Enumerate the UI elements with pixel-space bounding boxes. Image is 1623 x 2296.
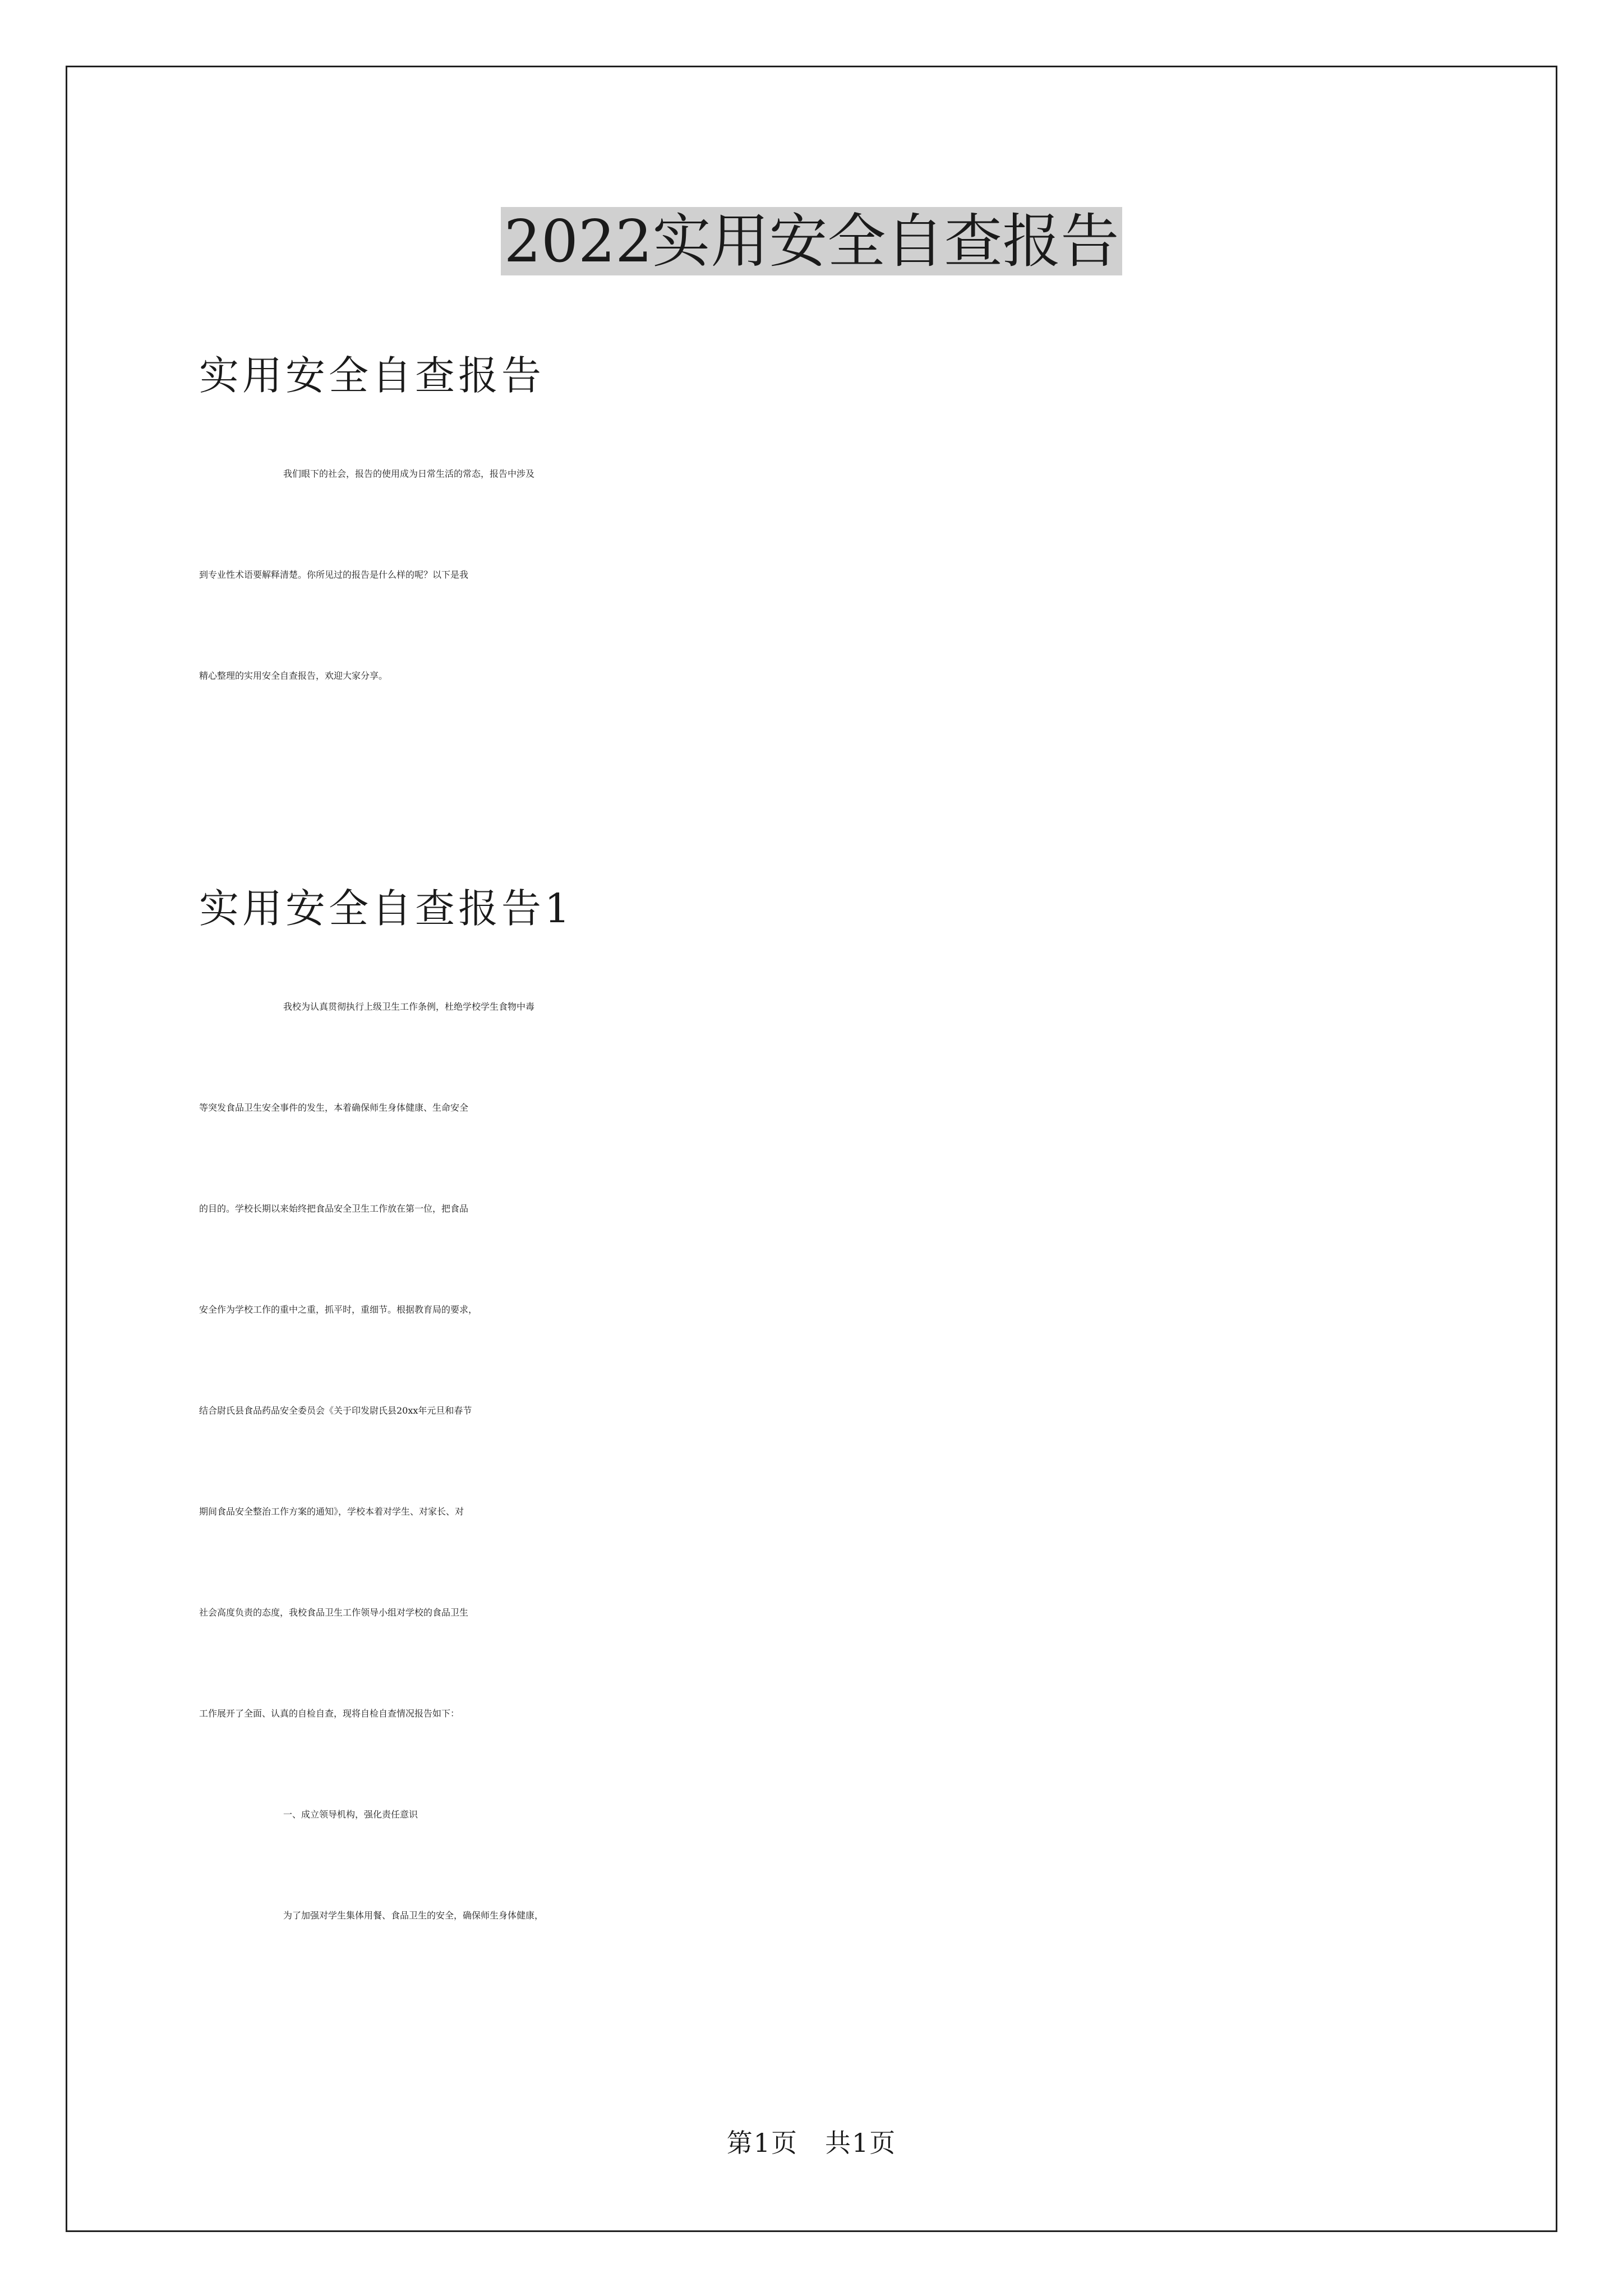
section-line: 我校为认真贯彻执行上级卫生工作条例，杜绝学校学生食物中毒 (283, 1001, 535, 1012)
section-line: 安全作为学校工作的重中之重，抓平时，重细节。根据教育局的要求， (199, 1304, 478, 1315)
section-line: 期间食品安全整治工作方案的通知》，学校本着对学生、对家长、对 (199, 1506, 464, 1517)
subtitle: 实用安全自查报告 (199, 352, 545, 399)
section-line: 的目的。学校长期以来始终把食品安全卫生工作放在第一位，把食品 (199, 1203, 469, 1214)
intro-line: 我们眼下的社会，报告的使用成为日常生活的常态，报告中涉及 (283, 468, 535, 479)
point-line: 为了加强对学生集体用餐、食品卫生的安全，确保师生身体健康， (283, 1910, 544, 1921)
section-heading: 实用安全自查报告1 (199, 885, 574, 932)
section-line: 工作展开了全面、认真的自检自查，现将自检自查情况报告如下： (199, 1708, 460, 1719)
document-title (0, 199, 1623, 283)
page-footer: 第1页 共1页 (726, 2128, 897, 2158)
intro-line: 精心整理的实用安全自查报告，欢迎大家分享。 (199, 670, 388, 681)
section-paragraph (199, 982, 1444, 1991)
intro-paragraph (199, 449, 1444, 752)
section-line: 社会高度负责的态度，我校食品卫生工作领导小组对学校的食品卫生 (199, 1607, 469, 1618)
point-heading: 一、成立领导机构，强化责任意识 (283, 1809, 418, 1820)
title-text: 2022实用安全自查报告 (501, 207, 1123, 275)
document-body (199, 348, 1444, 1991)
section-line: 结合尉氏县食品药品安全委员会《关于印发尉氏县20xx年元旦和春节 (199, 1405, 472, 1416)
section-line: 等突发食品卫生安全事件的发生，本着确保师生身体健康、生命安全 (199, 1102, 469, 1113)
intro-line: 到专业性术语要解释清楚。你所见过的报告是什么样的呢？以下是我 (199, 569, 469, 580)
spacer (199, 797, 1444, 881)
